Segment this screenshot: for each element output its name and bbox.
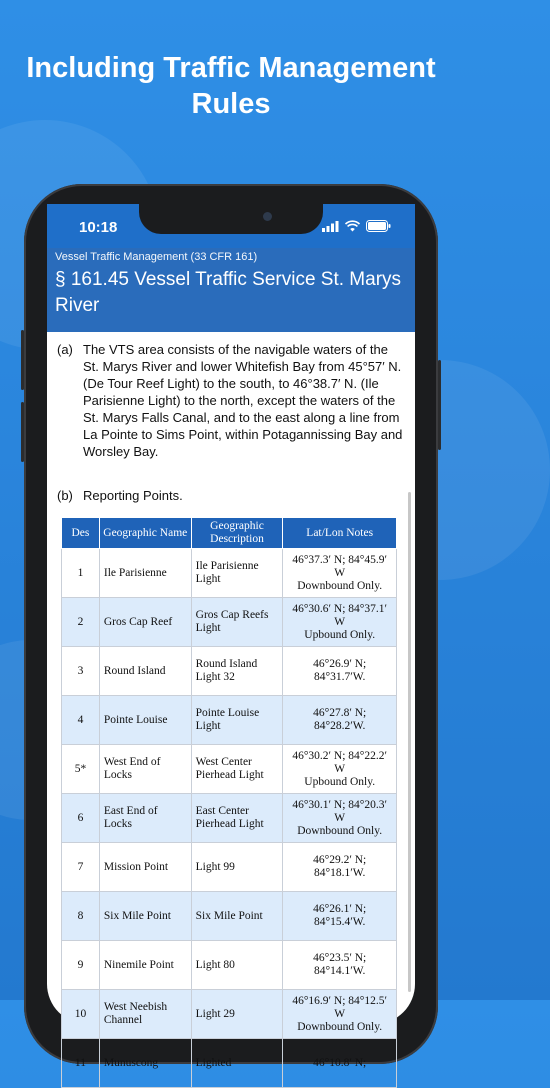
description-cell-text: Lighted	[195, 1056, 232, 1069]
paragraph-text: Reporting Points.	[83, 488, 183, 503]
status-bar	[47, 204, 415, 248]
name-cell	[99, 647, 191, 696]
name-cell-text: Munuscong	[103, 1056, 159, 1069]
des-cell-text: 1	[77, 566, 84, 579]
name-cell	[99, 843, 191, 892]
promo-headline: Including Traffic Management Rules	[26, 52, 436, 120]
description-cell-text: Light 99	[195, 860, 235, 873]
description-cell	[191, 598, 283, 647]
latlon-cell	[283, 696, 397, 745]
table-row	[62, 941, 397, 990]
description-cell-text: Pointe Louise Light	[195, 707, 260, 732]
camera-dot	[263, 212, 272, 221]
latlon-cell-text: 46°26.1′ N; 84°15.4′W.	[313, 903, 367, 928]
table-row	[62, 598, 397, 647]
latlon-cell-text: 46°37.3′ N; 84°45.9′ W	[292, 553, 388, 579]
description-cell-text: Light 29	[195, 1007, 235, 1020]
paragraph-text: The VTS area consists of the navigable waters of the St. Marys River and lower Whitefish Bay from 45°57′ N. (De Tour Reef Light) to the south, to 46°38.7′ N. (Ile Parisienne Light) to the north, except the waters of the St. Marys Falls Canal, and to the east along a line from La Pointe to Sims Point, within Potagannissing Bay and Worsley Bay.	[83, 342, 403, 459]
des-cell	[62, 941, 100, 990]
des-cell	[62, 843, 100, 892]
description-cell-text: Six Mile Point	[195, 909, 263, 922]
notch	[139, 204, 323, 234]
des-cell-text: 9	[77, 958, 84, 971]
column-header: Lat/Lon Notes	[283, 518, 397, 549]
latlon-cell	[283, 990, 397, 1039]
latlon-cell	[283, 598, 397, 647]
name-cell	[99, 745, 191, 794]
table-row	[62, 1039, 397, 1088]
page-title: § 161.45 Vessel Traffic Service St. Marys River	[55, 269, 402, 316]
des-cell	[62, 549, 100, 598]
name-cell	[99, 549, 191, 598]
latlon-cell	[283, 794, 397, 843]
latlon-cell	[283, 745, 397, 794]
side-button	[21, 330, 24, 390]
paragraph-label: (a)	[57, 342, 73, 357]
description-cell	[191, 696, 283, 745]
wifi-icon	[345, 221, 360, 232]
des-cell	[62, 794, 100, 843]
breadcrumb[interactable]: Vessel Traffic Management (33 CFR 161)	[55, 251, 258, 263]
table-body	[62, 549, 397, 1088]
note-text: Upbound Only.	[304, 775, 376, 788]
description-cell	[191, 843, 283, 892]
name-cell-text: Ile Parisienne	[103, 566, 167, 579]
description-cell-text: Light 80	[195, 958, 235, 971]
description-cell-text: Gros Cap Reefs Light	[195, 609, 269, 634]
description-cell	[191, 990, 283, 1039]
name-cell-text: Ninemile Point	[103, 958, 174, 971]
des-cell	[62, 745, 100, 794]
reporting-points-table	[61, 517, 397, 1088]
nav-header	[47, 248, 415, 332]
des-cell-text: 6	[77, 811, 84, 824]
column-header: Geographic Description	[191, 518, 283, 549]
des-cell-text: 7	[77, 860, 84, 873]
note-text: Downbound Only.	[297, 1020, 383, 1033]
column-header: Geographic Name	[99, 518, 191, 549]
name-cell-text: Round Island	[103, 664, 166, 677]
description-cell-text: East Center Pierhead Light	[195, 805, 264, 830]
name-cell	[99, 696, 191, 745]
des-cell	[62, 892, 100, 941]
latlon-cell	[283, 1039, 397, 1088]
battery-icon	[366, 220, 391, 232]
scrollbar[interactable]	[408, 492, 411, 992]
latlon-cell	[283, 549, 397, 598]
table-row	[62, 843, 397, 892]
name-cell-text: West End of Locks	[103, 756, 161, 781]
latlon-cell-text: 46°27.8′ N; 84°28.2′W.	[313, 707, 367, 732]
des-cell-text: 4	[77, 713, 84, 726]
latlon-cell-text: 46°23.5′ N; 84°14.1′W.	[313, 952, 367, 977]
des-cell-text: 8	[77, 909, 84, 922]
latlon-cell-text: 46°30.2′ N; 84°22.2′ W	[292, 749, 388, 775]
des-cell	[62, 598, 100, 647]
name-cell	[99, 990, 191, 1039]
description-cell	[191, 549, 283, 598]
des-cell	[62, 647, 100, 696]
des-cell-text: 5*	[74, 762, 87, 775]
des-cell-text: 3	[77, 664, 84, 677]
name-cell-text: Pointe Louise	[103, 713, 168, 726]
column-header: Des	[62, 518, 100, 549]
note-text: Downbound Only.	[297, 824, 383, 837]
latlon-cell-text: 46°16.9′ N; 84°12.5′ W	[292, 994, 388, 1020]
name-cell	[99, 1039, 191, 1088]
table-row	[62, 794, 397, 843]
latlon-cell	[283, 843, 397, 892]
name-cell-text: East End of Locks	[103, 805, 158, 830]
name-cell	[99, 794, 191, 843]
description-cell	[191, 745, 283, 794]
description-cell	[191, 1039, 283, 1088]
table-row	[62, 549, 397, 598]
name-cell	[99, 598, 191, 647]
latlon-cell	[283, 892, 397, 941]
app-screen	[47, 204, 415, 1069]
des-cell-text: 10	[74, 1007, 87, 1020]
latlon-cell-text: 46°26.9′ N; 84°31.7′W.	[313, 658, 367, 683]
table-row	[62, 892, 397, 941]
latlon-cell	[283, 647, 397, 696]
description-cell	[191, 794, 283, 843]
description-cell-text: Ile Parisienne Light	[195, 560, 259, 585]
des-cell-text: 11	[74, 1056, 86, 1069]
note-text: Upbound Only.	[304, 628, 376, 641]
des-cell-text: 2	[77, 615, 84, 628]
name-cell-text: Six Mile Point	[103, 909, 171, 922]
description-cell	[191, 941, 283, 990]
section-content[interactable]	[47, 332, 415, 1069]
name-cell	[99, 941, 191, 990]
table-row	[62, 696, 397, 745]
note-text: Downbound Only.	[297, 579, 383, 592]
latlon-cell	[283, 941, 397, 990]
paragraph-b	[57, 487, 403, 504]
des-cell	[62, 696, 100, 745]
table-header-row	[62, 518, 397, 549]
signal-icon	[322, 221, 339, 232]
description-cell-text: Round Island Light 32	[195, 658, 258, 683]
latlon-cell-text: 46°10.8′ N;	[313, 1056, 367, 1069]
status-time: 10:18	[79, 219, 118, 236]
table-row	[62, 990, 397, 1039]
latlon-cell-text: 46°30.6′ N; 84°37.1′ W	[292, 602, 388, 628]
des-cell	[62, 990, 100, 1039]
name-cell	[99, 892, 191, 941]
paragraph-a	[57, 341, 403, 460]
paragraph-label: (b)	[57, 488, 73, 503]
latlon-cell-text: 46°30.1′ N; 84°20.3′ W	[292, 798, 388, 824]
table-row	[62, 745, 397, 794]
description-cell	[191, 892, 283, 941]
latlon-cell-text: 46°29.2′ N; 84°18.1′W.	[313, 854, 367, 879]
des-cell	[62, 1039, 100, 1088]
side-button	[438, 360, 441, 450]
description-cell	[191, 647, 283, 696]
table-row	[62, 647, 397, 696]
name-cell-text: Gros Cap Reef	[103, 615, 173, 628]
name-cell-text: West Neebish Channel	[103, 1001, 168, 1026]
side-button	[21, 402, 24, 462]
description-cell-text: West Center Pierhead Light	[195, 756, 264, 781]
name-cell-text: Mission Point	[103, 860, 169, 873]
